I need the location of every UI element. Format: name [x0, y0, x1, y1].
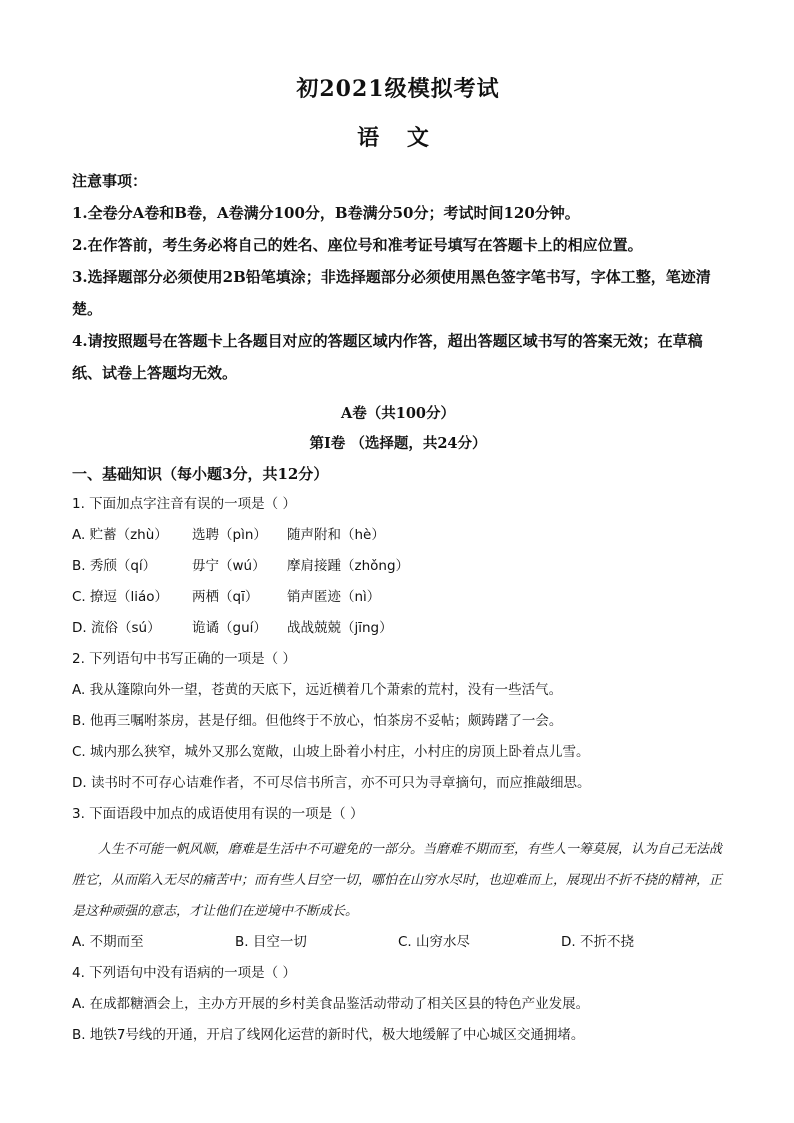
notice-item: 3.选择题部分必须使用2B铅笔填涂；非选择题部分必须使用黑色签字笔书写，字体工整，笔迹清楚。 [72, 268, 711, 318]
option-word: 摩肩接踵（zhǒng） [287, 558, 410, 574]
notice-item: 1.全卷分A卷和B卷，A卷满分100分，B卷满分50分；考试时间120分钟。 [72, 204, 580, 222]
question-1-option-b [72, 551, 724, 582]
question-2-option-c: C. 城内那么狭窄，城外又那么宽敞，山坡上卧着小村庄，小村庄的房顶上卧着点儿雪。 [72, 744, 590, 760]
question-2-option-b: B. 他再三嘱咐茶房，甚是仔细。但他终于不放心，怕茶房不妥帖；颇踌躇了一会。 [72, 713, 563, 729]
question-2-stem: 2. 下列语句中书写正确的一项是（ ） [72, 651, 296, 667]
question-4-option-b: B. 地铁7号线的开通，开启了线网化运营的新时代，极大地缓解了中心城区交通拥堵。 [72, 1027, 585, 1043]
question-1-option-d [72, 613, 724, 644]
option-word: 诡谲（guí） [192, 620, 267, 636]
option-word: B. 秀颀（qí） [72, 558, 157, 574]
option-word: 战战兢兢（jīng） [287, 620, 393, 636]
option-word: 销声匿迹（nì） [287, 589, 381, 605]
option-word: A. 贮蓄（zhù） [72, 527, 168, 543]
question-4-option-a: A. 在成都糖酒会上，主办方开展的乡村美食品鉴活动带动了相关区县的特色产业发展。 [72, 996, 590, 1012]
volume-a-heading: A卷（共100分） [340, 405, 456, 422]
question-3-option-d: D. 不折不挠 [561, 934, 634, 950]
notice-item: 4.请按照题号在答题卡上各题目对应的答题区域内作答，超出答题区域书写的答案无效；在草稿纸、试卷上答题均无效。 [72, 332, 703, 382]
option-word: 两栖（qī） [192, 589, 259, 605]
question-3-option-c: C. 山穷水尽 [398, 934, 471, 950]
question-1-option-c [72, 582, 724, 613]
option-word: D. 流俗（sú） [72, 620, 161, 636]
option-word: C. 撩逗（liáo） [72, 589, 169, 605]
part-one-heading: 第Ⅰ卷 （选择题，共24分） [309, 435, 487, 452]
exam-subject: 语 文 [357, 125, 439, 151]
question-3-option-b: B. 目空一切 [235, 934, 307, 950]
notice-item: 2.在作答前，考生务必将自己的姓名、座位号和准考证号填写在答题卡上的相应位置。 [72, 236, 643, 254]
question-3-options [72, 927, 724, 958]
question-1-stem: 1. 下面加点字注音有误的一项是（ ） [72, 496, 296, 512]
question-2-option-d: D. 读书时不可存心诘难作者，不可尽信书所言，亦不可只为寻章摘句，而应推敲细思。 [72, 775, 591, 791]
question-1-option-a [72, 520, 724, 551]
exam-title: 初2021级模拟考试 [296, 76, 500, 102]
question-3-passage: 人生不可能一帆风顺，磨难是生活中不可避免的一部分。当磨难不期而至，有些人一筹莫展，认为自己无法战胜它，从而陷入无尽的痛苦中；而有些人目空一切，哪怕在山穷水尽时，也迎难而上，展现出不折不挠的精神，正是这种顽强的意志，才让他们在逆境中不断成长。 [72, 842, 723, 919]
question-2-option-a: A. 我从篷隙向外一望，苍黄的天底下，远近横着几个萧索的荒村，没有一些活气。 [72, 682, 563, 698]
notice-heading: 注意事项： [72, 172, 148, 190]
question-3-option-a: A. 不期而至 [72, 934, 144, 950]
part-heading: 一、基础知识（每小题3分，共12分） [72, 465, 329, 483]
exam-page [72, 60, 724, 1051]
option-word: 随声附和（hè） [287, 527, 385, 543]
question-4-stem: 4. 下列语句中没有语病的一项是（ ） [72, 965, 296, 981]
question-3-stem: 3. 下面语段中加点的成语使用有误的一项是（ ） [72, 806, 364, 822]
option-word: 选聘（pìn） [192, 527, 267, 543]
option-word: 毋宁（wú） [192, 558, 266, 574]
